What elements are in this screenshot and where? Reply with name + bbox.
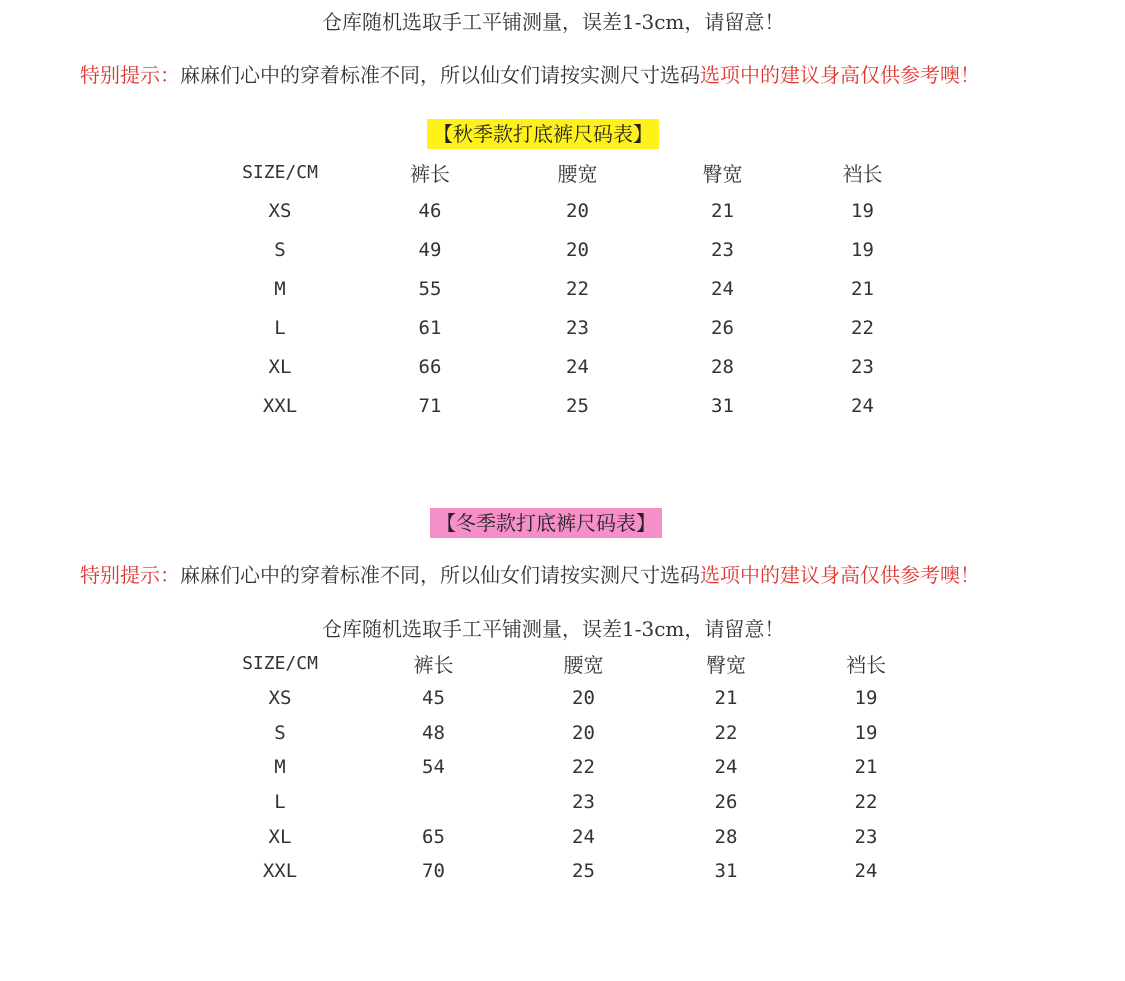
size-cell: S — [274, 238, 286, 261]
table-row — [205, 191, 930, 230]
header-waist-width: 腰宽 — [557, 161, 598, 186]
value-cell: 48 — [422, 721, 445, 744]
value-cell: 23 — [851, 355, 874, 378]
header-crotch-length: 裆长 — [846, 652, 886, 677]
special-tip-middle — [80, 562, 980, 588]
table-row — [205, 269, 930, 308]
header-pants-length: 裤长 — [413, 652, 454, 677]
value-cell: 66 — [418, 355, 442, 378]
header-pants-length: 裤长 — [410, 161, 450, 186]
value-cell: 31 — [714, 860, 738, 883]
tip-label: 特别提示： — [80, 63, 180, 87]
value-cell: 61 — [418, 316, 442, 339]
value-cell: 23 — [572, 791, 595, 814]
tip-body: 麻麻们心中的穿着标准不同，所以仙女们请按实测尺寸选码 — [180, 563, 700, 587]
table-row — [205, 750, 935, 785]
size-cell: L — [274, 791, 286, 814]
table-row — [205, 347, 930, 386]
size-cell: XL — [268, 825, 292, 848]
value-cell: 20 — [572, 687, 595, 710]
warehouse-note-top: 仓库随机选取手工平铺测量，误差1-3cm，请留意！ — [322, 10, 785, 34]
tip-highlight: 选项中的建议身高仅供参考噢！ — [700, 563, 980, 587]
value-cell: 49 — [418, 238, 442, 261]
size-cell: XL — [268, 355, 292, 378]
value-cell: 28 — [711, 355, 734, 378]
table-header-row — [205, 153, 930, 191]
header-size: SIZE/CM — [242, 652, 318, 674]
value-cell: 21 — [711, 199, 734, 222]
size-cell: L — [274, 316, 286, 339]
size-cell: XXL — [262, 394, 298, 417]
autumn-size-table — [205, 153, 930, 425]
size-cell: XS — [268, 199, 292, 222]
size-cell: M — [274, 277, 286, 300]
value-cell: 31 — [711, 394, 734, 417]
table-row — [205, 854, 935, 889]
special-tip-top — [80, 62, 980, 88]
header-crotch-length: 裆长 — [842, 161, 883, 186]
autumn-size-chart-title: 【秋季款打底裤尺码表】 — [427, 119, 659, 149]
value-cell: 22 — [714, 721, 738, 744]
tip-body: 麻麻们心中的穿着标准不同，所以仙女们请按实测尺寸选码 — [180, 63, 700, 87]
value-cell: 71 — [418, 394, 442, 417]
value-cell: 20 — [572, 721, 595, 744]
value-cell: 20 — [566, 238, 589, 261]
value-cell: 19 — [851, 199, 874, 222]
table-row — [205, 308, 930, 347]
value-cell: 23 — [566, 316, 589, 339]
value-cell: 22 — [851, 316, 874, 339]
value-cell: 19 — [854, 721, 878, 744]
value-cell: 24 — [714, 756, 738, 779]
value-cell: 22 — [854, 791, 878, 814]
tip-highlight: 选项中的建议身高仅供参考噢！ — [700, 63, 980, 87]
size-cell: XXL — [262, 860, 298, 883]
value-cell: 24 — [566, 355, 589, 378]
value-cell — [355, 785, 512, 820]
value-cell: 26 — [711, 316, 734, 339]
size-cell: XS — [268, 687, 292, 710]
value-cell: 23 — [854, 825, 878, 848]
table-row — [205, 681, 935, 716]
table-row — [205, 819, 935, 854]
size-cell: S — [274, 721, 286, 744]
header-waist-width: 腰宽 — [563, 652, 604, 677]
value-cell: 21 — [851, 277, 874, 300]
value-cell: 20 — [566, 199, 589, 222]
size-cell: M — [274, 756, 286, 779]
table-header-row — [205, 645, 935, 681]
value-cell: 19 — [851, 238, 874, 261]
winter-size-chart-title: 【冬季款打底裤尺码表】 — [430, 508, 662, 538]
value-cell: 23 — [711, 238, 734, 261]
value-cell: 22 — [566, 277, 589, 300]
value-cell: 55 — [418, 277, 442, 300]
value-cell: 19 — [854, 687, 878, 710]
table-row — [205, 716, 935, 751]
value-cell: 46 — [418, 199, 442, 222]
value-cell: 21 — [854, 756, 878, 779]
value-cell: 28 — [714, 825, 738, 848]
value-cell: 65 — [422, 825, 445, 848]
value-cell: 24 — [711, 277, 734, 300]
tip-label: 特别提示： — [80, 563, 180, 587]
table-row — [205, 386, 930, 425]
header-size: SIZE/CM — [242, 161, 318, 183]
value-cell: 70 — [422, 860, 445, 883]
value-cell: 24 — [572, 825, 595, 848]
header-hip-width: 臀宽 — [706, 652, 746, 677]
table-row — [205, 785, 935, 820]
warehouse-note-winter: 仓库随机选取手工平铺测量，误差1-3cm，请留意！ — [322, 617, 785, 641]
value-cell: 21 — [714, 687, 738, 710]
value-cell: 54 — [422, 756, 445, 779]
value-cell: 22 — [572, 756, 595, 779]
value-cell: 25 — [566, 394, 589, 417]
value-cell: 26 — [714, 791, 738, 814]
value-cell: 24 — [854, 860, 878, 883]
value-cell: 24 — [851, 394, 874, 417]
winter-size-table — [205, 645, 935, 889]
value-cell: 45 — [422, 687, 445, 710]
table-row — [205, 230, 930, 269]
header-hip-width: 臀宽 — [702, 161, 743, 186]
value-cell: 25 — [572, 860, 595, 883]
